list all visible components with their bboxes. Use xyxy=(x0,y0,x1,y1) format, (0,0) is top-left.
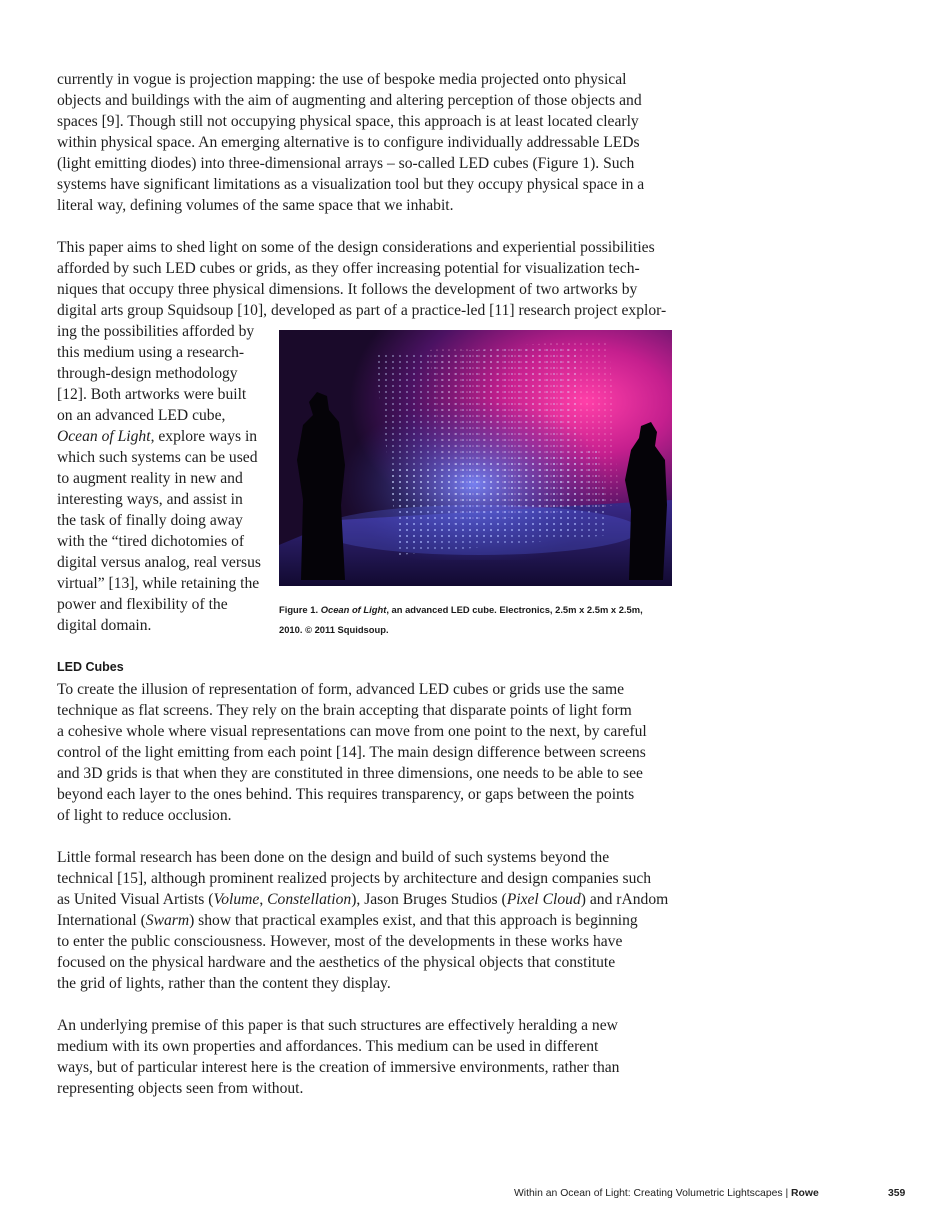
running-footer xyxy=(514,1188,819,1199)
text-line: (light emitting diodes) into three-dimensional arrays – so-called LED cubes (Figure 1). Such xyxy=(57,155,635,172)
text-line: digital versus analog, real versus xyxy=(57,554,261,571)
text-line: medium with its own properties and affordances. This medium can be used in different xyxy=(57,1038,599,1055)
text-line: control of the light emitting from each point [14]. The main design difference between screens xyxy=(57,744,646,761)
caption-text: , an advanced LED cube. Electronics, 2.5m x 2.5m x 2.5m, xyxy=(386,604,643,615)
text-line: of light to reduce occlusion. xyxy=(57,807,232,824)
text-line: to enter the public consciousness. However, most of the developments in these works have xyxy=(57,933,623,950)
text-line xyxy=(57,910,638,931)
text-line: interesting ways, and assist in xyxy=(57,491,243,508)
artwork-title: Pixel Cloud xyxy=(506,891,581,908)
text-line: technique as flat screens. They rely on the brain accepting that disparate points of light form xyxy=(57,702,632,719)
text-line: ways, but of particular interest here is the creation of immersive environments, rather than xyxy=(57,1059,620,1076)
text-line: This paper aims to shed light on some of the design considerations and experiential possibilities xyxy=(57,239,655,256)
text-line: Little formal research has been done on the design and build of such systems beyond the xyxy=(57,849,610,866)
section-heading: LED Cubes xyxy=(57,660,124,674)
text-line xyxy=(57,889,668,910)
text-line: focused on the physical hardware and the aesthetics of the physical objects that constitute xyxy=(57,954,616,971)
caption-title: Ocean of Light xyxy=(320,604,387,615)
text-line: objects and buildings with the aim of augmenting and altering perception of those objects and xyxy=(57,92,642,109)
led-cube-photo xyxy=(279,330,672,586)
page-number: 359 xyxy=(888,1188,906,1199)
text-fragment: as United Visual Artists ( xyxy=(57,891,214,908)
text-line: the grid of lights, rather than the content they display. xyxy=(57,975,391,992)
text-line: [12]. Both artworks were built xyxy=(57,386,247,403)
artwork-title: Swarm xyxy=(145,912,190,929)
text-line: niques that occupy three physical dimensions. It follows the development of two artworks by xyxy=(57,281,638,298)
figure-image xyxy=(279,330,672,586)
text-line: An underlying premise of this paper is that such structures are effectively heralding a new xyxy=(57,1017,618,1034)
text-line xyxy=(57,426,257,447)
text-fragment: International ( xyxy=(57,912,146,929)
text-line: systems have significant limitations as a visualization tool but they occupy physical space in a xyxy=(57,176,645,193)
text-fragment: ), Jason Bruges Studios ( xyxy=(351,891,507,908)
running-title: Within an Ocean of Light: Creating Volumetric Lightscapes | xyxy=(514,1188,789,1199)
text-line: spaces [9]. Though still not occupying physical space, this approach is at least located clearly xyxy=(57,113,639,130)
text-line: through-design methodology xyxy=(57,365,238,382)
text-line: a cohesive whole where visual representations can move from one point to the next, by careful xyxy=(57,723,647,740)
caption-line xyxy=(279,600,679,620)
text-line: within physical space. An emerging alternative is to configure individually addressable LEDs xyxy=(57,134,640,151)
text-line: with the “tired dichotomies of xyxy=(57,533,245,550)
text-line: the task of finally doing away xyxy=(57,512,243,529)
text-line: on an advanced LED cube, xyxy=(57,407,226,424)
text-line: To create the illusion of representation of form, advanced LED cubes or grids use the same xyxy=(57,681,625,698)
text-line: this medium using a research- xyxy=(57,344,245,361)
text-fragment: ) and rAndom xyxy=(580,891,669,908)
text-fragment: , explore ways in xyxy=(150,428,258,445)
text-line: which such systems can be used xyxy=(57,449,258,466)
caption-line: 2010. © 2011 Squidsoup. xyxy=(279,624,389,635)
text-fragment: , xyxy=(259,891,268,908)
text-line: digital arts group Squidsoup [10], developed as part of a practice-led [11] research project explor- xyxy=(57,302,667,319)
text-line: ing the possibilities afforded by xyxy=(57,323,255,340)
artwork-title: Volume xyxy=(213,891,260,908)
artwork-title: Ocean of Light xyxy=(57,428,151,445)
text-line: technical [15], although prominent realized projects by architecture and design companies such xyxy=(57,870,652,887)
text-line: literal way, defining volumes of the same space that we inhabit. xyxy=(57,197,454,214)
text-line: currently in vogue is projection mapping: the use of bespoke media projected onto physical xyxy=(57,71,627,88)
text-line: representing objects seen from without. xyxy=(57,1080,304,1097)
text-line: virtual” [13], while retaining the xyxy=(57,575,260,592)
text-line: to augment reality in new and xyxy=(57,470,243,487)
text-line: power and flexibility of the xyxy=(57,596,228,613)
caption-label: Figure 1. xyxy=(279,604,319,615)
text-line: digital domain. xyxy=(57,617,152,634)
text-line: afforded by such LED cubes or grids, as they offer increasing potential for visualization tech- xyxy=(57,260,640,277)
text-line: and 3D grids is that when they are constituted in three dimensions, one needs to be able to see xyxy=(57,765,643,782)
figure-caption xyxy=(279,600,679,640)
artwork-title: Constellation xyxy=(267,891,352,908)
text-line: beyond each layer to the ones behind. This requires transparency, or gaps between the points xyxy=(57,786,635,803)
text-fragment: ) show that practical examples exist, and that this approach is beginning xyxy=(189,912,638,929)
running-author: Rowe xyxy=(791,1188,819,1199)
